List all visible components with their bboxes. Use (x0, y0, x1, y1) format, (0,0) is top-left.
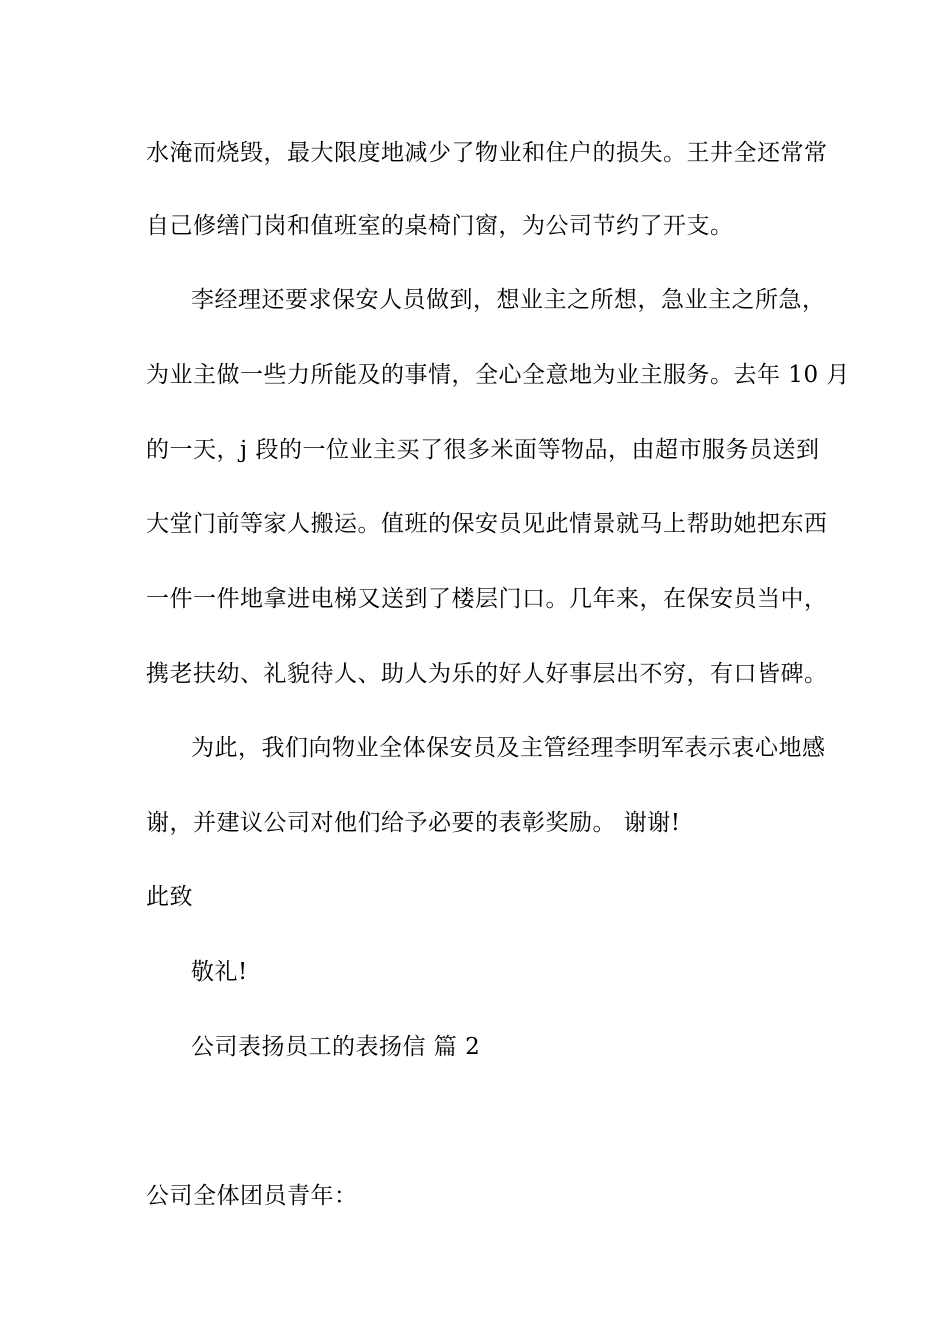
paragraph-line: 为业主做一些力所能及的事情，全心全意地为业主服务。去年 10 月 (146, 362, 850, 388)
paragraph-line: 携老扶幼、礼貌待人、助人为乐的好人好事层出不穷，有口皆碑。 (146, 661, 828, 687)
closing-salutation: 此致 (146, 884, 193, 910)
paragraph-line: 谢，并建议公司对他们给予必要的表彰奖励。 谢谢! (146, 810, 681, 836)
letter-greeting: 公司全体团员青年： (146, 1183, 358, 1209)
paragraph-line: 大堂门前等家人搬运。值班的保安员见此情景就马上帮助她把东西 (146, 511, 828, 537)
paragraph-line: 李经理还要求保安人员做到，想业主之所想，急业主之所急， (191, 287, 826, 313)
section-title: 公司表扬员工的表扬信 篇 2 (191, 1034, 481, 1060)
closing-regards: 敬礼! (191, 959, 248, 985)
paragraph-line: 的一天，j 段的一位业主买了很多米面等物品，由超市服务员送到 (146, 437, 820, 463)
paragraph-line: 水淹而烧毁，最大限度地减少了物业和住户的损失。王井全还常常 (146, 140, 828, 166)
paragraph-line: 为此，我们向物业全体保安员及主管经理李明军表示衷心地感 (191, 735, 826, 761)
paragraph-line: 一件一件地拿进电梯又送到了楼层门口。几年来，在保安员当中， (146, 586, 828, 612)
paragraph-line: 自己修缮门岗和值班室的桌椅门窗，为公司节约了开支。 (146, 213, 734, 239)
